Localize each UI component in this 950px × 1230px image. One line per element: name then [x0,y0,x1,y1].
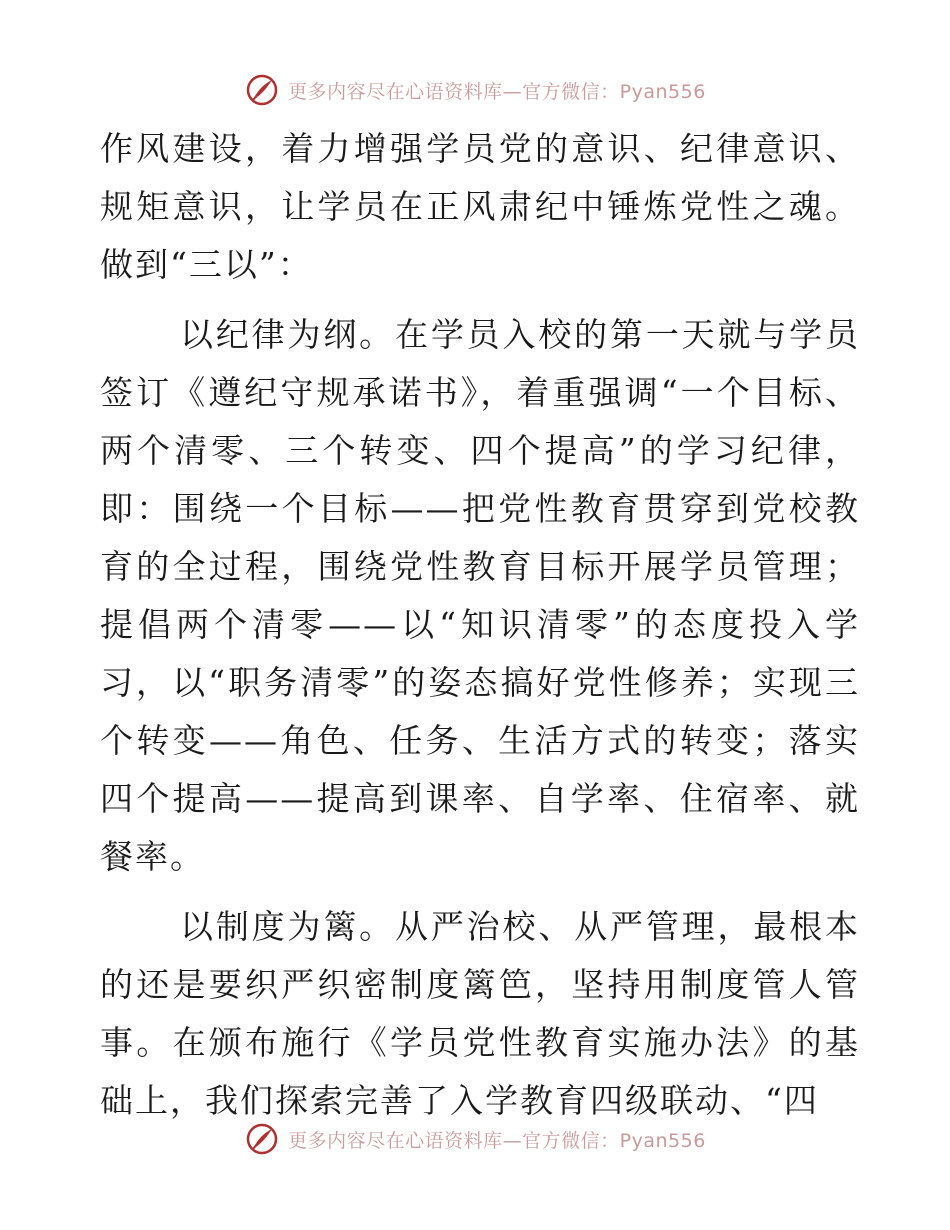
paragraph-2: 以纪律为纲。在学员入校的第一天就与学员签订《遵纪守规承诺书》，着重强调“一个目标、两个清零、三个转变、四个提高”的学习纪律，即：围绕一个目标——把党性教育贯穿到党校教育的全过程，围绕党性教育目标开展学员管理；提倡两个清零——以“知识清零”的态度投入学习，以“职务清零”的姿态搞好党性修养；实现三个转变——角色、任务、生活方式的转变；落实四个提高——提高到课率、自学率、住宿率、就餐率。 [100,315,860,876]
document-body [100,120,860,1130]
footer-watermark [0,1119,950,1159]
feather-pen-icon [244,72,280,108]
paragraph-1: 作风建设，着力增强学员党的意识、纪律意识、规矩意识，让学员在正风肃纪中锤炼党性之魂。做到“三以”： [100,129,860,284]
feather-pen-icon [244,1121,280,1157]
watermark-text: 更多内容尽在心语资料库—官方微信：Pyan556 [288,1129,706,1152]
watermark-text: 更多内容尽在心语资料库—官方微信：Pyan556 [288,80,706,103]
paragraph-3: 以制度为篱。从严治校、从严管理，最根本的还是要织严织密制度篱笆，坚持用制度管人管事。在颁布施行《学员党性教育实施办法》的基础上，我们探索完善了入学教育四级联动、“四 [100,907,860,1120]
header-watermark [0,70,950,110]
